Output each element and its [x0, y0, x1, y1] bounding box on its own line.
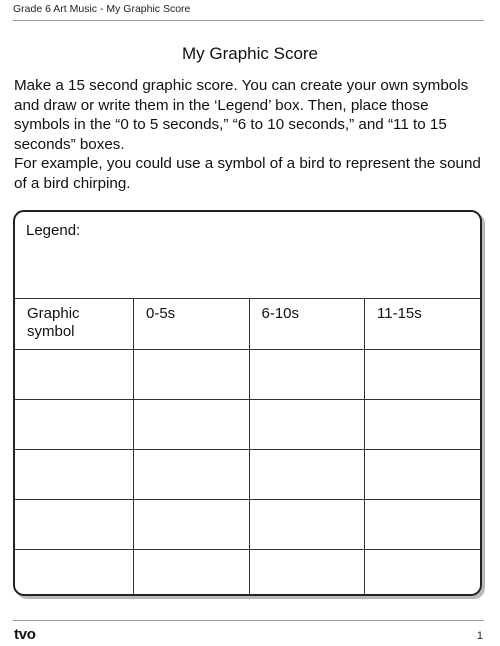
graphic-score-box: [13, 210, 482, 596]
seconds-0-5-cell[interactable]: [134, 500, 250, 550]
seconds-11-15-cell[interactable]: [365, 350, 481, 400]
column-header-graphic-symbol: Graphic symbol: [15, 299, 134, 350]
page-number: 1: [476, 630, 483, 642]
seconds-6-10-cell[interactable]: [249, 400, 365, 450]
seconds-0-5-cell[interactable]: [134, 350, 250, 400]
score-table-header-row: [15, 299, 480, 350]
seconds-6-10-cell[interactable]: [249, 550, 365, 597]
symbol-cell[interactable]: [15, 350, 134, 400]
tvo-logo: tvo: [14, 626, 36, 643]
seconds-0-5-cell[interactable]: [134, 550, 250, 597]
instructions-paragraph-2: For example, you could use a symbol of a bird to represent the sound of a bird chirping.: [14, 155, 481, 192]
legend-box[interactable]: [15, 212, 480, 299]
symbol-cell[interactable]: [15, 450, 134, 500]
page-title: My Graphic Score: [181, 44, 319, 63]
legend-label: Legend:: [26, 222, 81, 239]
seconds-11-15-cell[interactable]: [365, 400, 481, 450]
seconds-11-15-cell[interactable]: [365, 450, 481, 500]
score-table-row: [15, 400, 480, 450]
column-header-11-15s: 11-15s: [365, 299, 481, 350]
footer-divider: [13, 620, 484, 621]
score-table-row: [15, 350, 480, 400]
seconds-0-5-cell[interactable]: [134, 450, 250, 500]
symbol-cell[interactable]: [15, 400, 134, 450]
score-table-row: [15, 500, 480, 550]
score-table-row: [15, 550, 480, 597]
score-table: [15, 298, 480, 596]
seconds-11-15-cell[interactable]: [365, 500, 481, 550]
instructions: [14, 76, 484, 193]
seconds-6-10-cell[interactable]: [249, 350, 365, 400]
column-header-6-10s: 6-10s: [249, 299, 365, 350]
seconds-0-5-cell[interactable]: [134, 400, 250, 450]
column-header-0-5s: 0-5s: [134, 299, 250, 350]
symbol-cell[interactable]: [15, 500, 134, 550]
seconds-6-10-cell[interactable]: [249, 450, 365, 500]
header-divider: [13, 20, 484, 21]
symbol-cell[interactable]: [15, 550, 134, 597]
seconds-11-15-cell[interactable]: [365, 550, 481, 597]
instructions-paragraph-1: Make a 15 second graphic score. You can create your own symbols and draw or write them in the ‘Legend’ box. Then, place those symbols in the “0 to 5 seconds,” “6 to 10 seconds,” and “11 to 15 seconds” boxes.: [14, 77, 469, 153]
running-header: Grade 6 Art Music - My Graphic Score: [13, 3, 191, 15]
score-table-row: [15, 450, 480, 500]
seconds-6-10-cell[interactable]: [249, 500, 365, 550]
